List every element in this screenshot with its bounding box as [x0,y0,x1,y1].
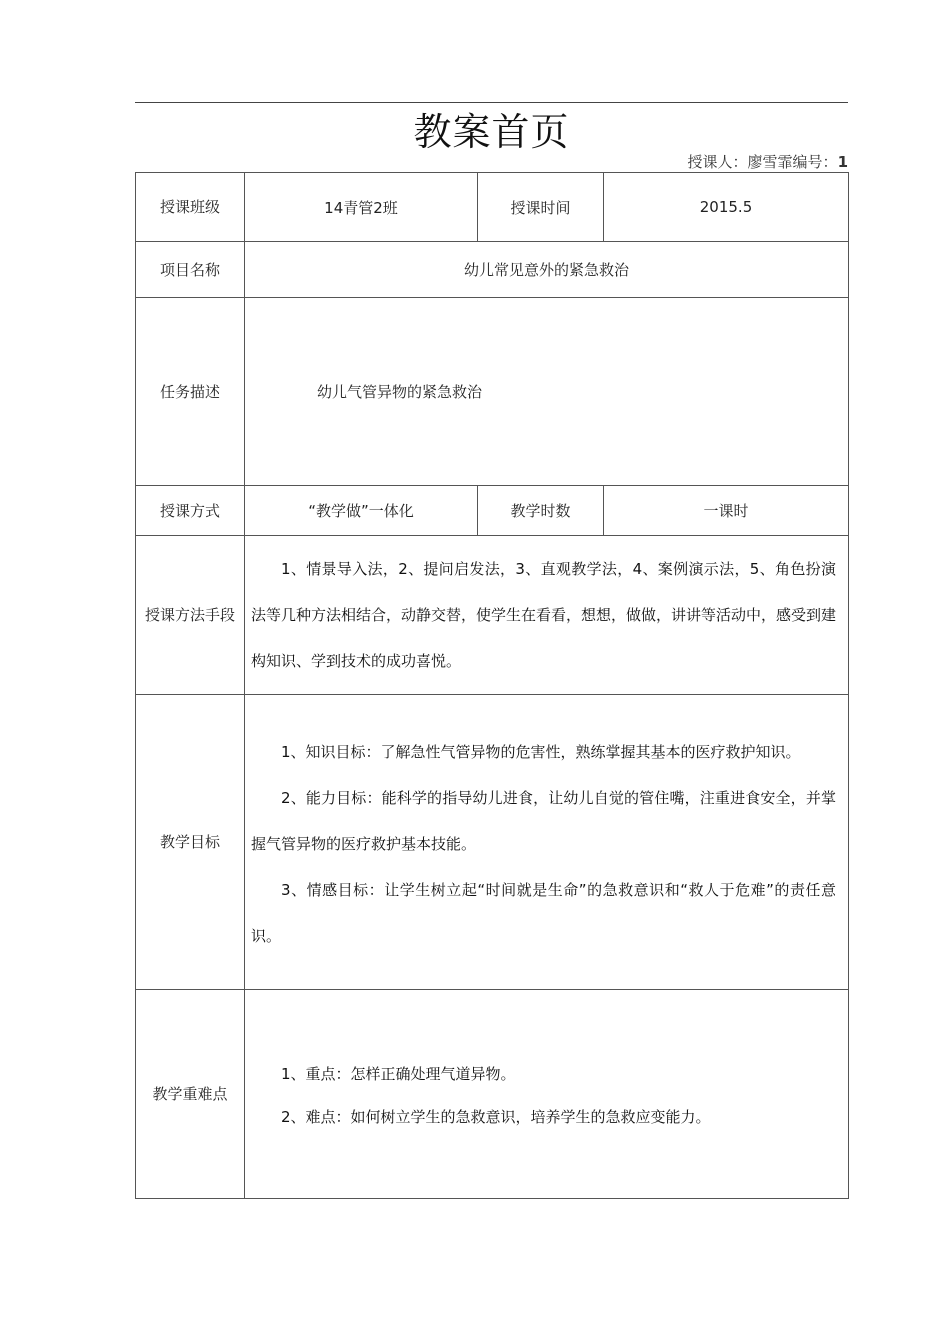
keypoints-label: 教学重难点 [136,990,245,1199]
class-label: 授课班级 [136,173,245,242]
methods-label: 授课方法手段 [136,536,245,695]
hours-label: 教学时数 [478,486,604,536]
project-label: 项目名称 [136,242,245,298]
class-value: 14青管2班 [245,173,478,242]
task-value: 幼儿气管异物的紧急救治 [245,298,849,486]
goal-item: 3、情感目标：让学生树立起“时间就是生命”的急救意识和“救人于危难”的责任意识。 [251,881,836,945]
row-class-time [136,173,849,242]
hours-value: 一课时 [604,486,849,536]
row-goals [136,695,849,990]
row-methods [136,536,849,695]
methods-cell [245,536,849,695]
row-task [136,298,849,486]
lesson-plan-table [135,172,849,1199]
mode-label: 授课方式 [136,486,245,536]
teacher-name: 廖雪霏 [747,153,793,171]
time-value: 2015.5 [604,173,849,242]
number-label: 编号： [792,153,838,171]
row-keypoints [136,990,849,1199]
goals-label: 教学目标 [136,695,245,990]
keypoint-item: 1、重点：怎样正确处理气道异物。 [281,1065,516,1083]
number-value: 1 [837,153,848,171]
time-label: 授课时间 [478,173,604,242]
row-project [136,242,849,298]
goal-item: 2、能力目标：能科学的指导幼儿进食，让幼儿自觉的管住嘴，注重进食安全，并掌握气管异物的医疗救护基本技能。 [251,789,836,853]
top-rule [135,102,848,103]
page-title: 教案首页 [413,110,570,154]
keypoints-cell [245,990,849,1199]
methods-text: 1、情景导入法，2、提问启发法，3、直观教学法，4、案例演示法，5、角色扮演法等几种方法相结合，动静交替，使学生在看看，想想，做做，讲讲等活动中，感受到建构知识、学到技术的成功喜悦。 [251,560,837,670]
goals-cell [245,695,849,990]
mode-value: “教学做”一体化 [245,486,478,536]
keypoint-item: 2、难点：如何树立学生的急救意识，培养学生的急救应变能力。 [281,1108,711,1126]
row-mode-hours [136,486,849,536]
project-value: 幼儿常见意外的紧急救治 [245,242,849,298]
task-label: 任务描述 [136,298,245,486]
teacher-label: 授课人： [687,153,748,171]
goal-item: 1、知识目标：了解急性气管异物的危害性，熟练掌握其基本的医疗救护知识。 [281,743,801,761]
teacher-meta [688,151,848,173]
